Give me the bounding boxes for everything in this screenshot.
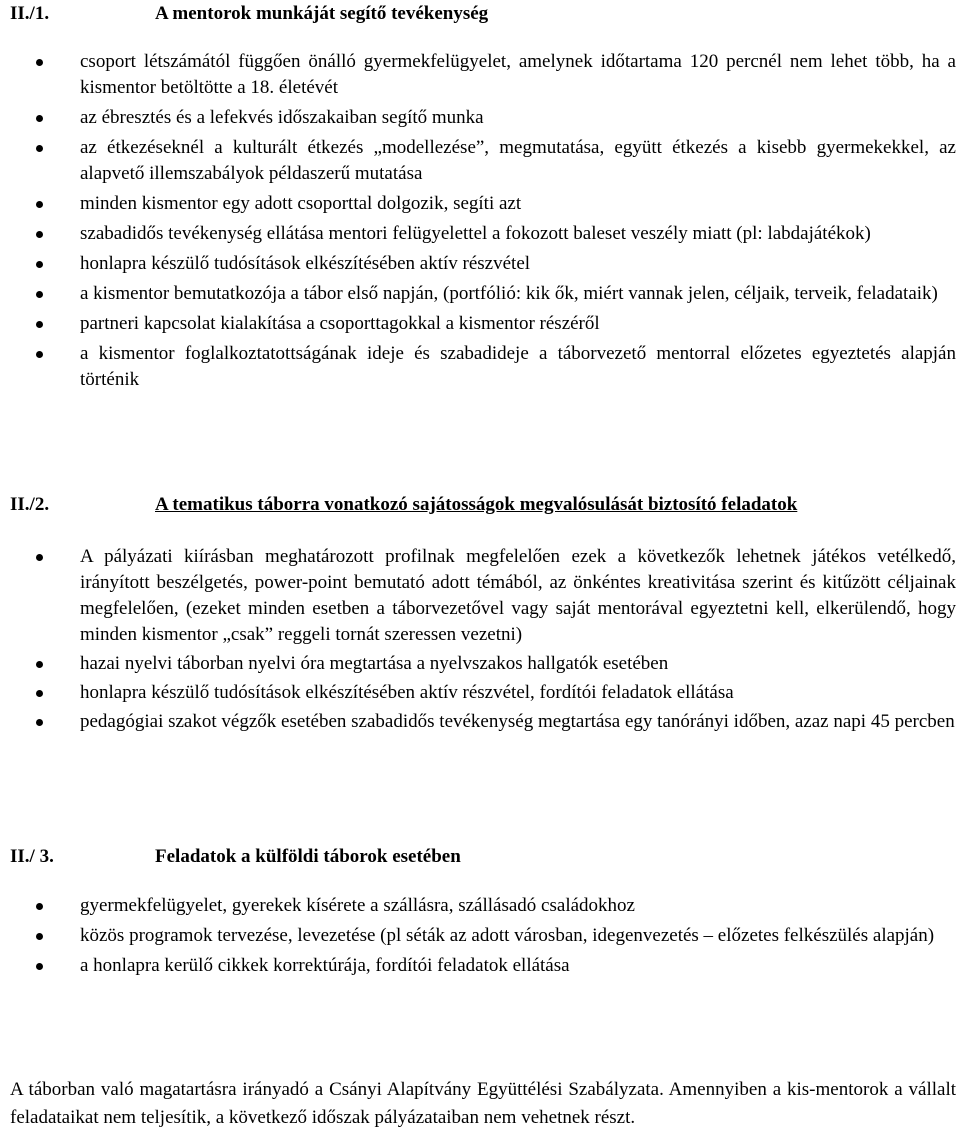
bullet-icon [36, 321, 43, 328]
bullet-icon [36, 554, 43, 561]
section-number: II./1. [10, 3, 50, 24]
section-title: Feladatok a külföldi táborok esetében [155, 846, 461, 867]
bullet-icon [36, 145, 43, 152]
section-number: II./2. [10, 494, 50, 515]
list-item [0, 49, 960, 101]
list-item-text: hazai nyelvi táborban nyelvi óra megtartása a nyelvszakos hallgatók esetében [80, 653, 669, 674]
section-title: A mentorok munkáját segítő tevékenység [155, 3, 489, 24]
list-item [0, 191, 960, 217]
closing-paragraph: A táborban való magatartásra irányadó a Csányi Alapítvány Együttélési Szabályzata. Amennyiben a kis-mentorok a vállalt feladataikat nem teljesítik, a következő időszak pályázataiban nem vehetnek részt. [10, 1079, 956, 1128]
section-heading [0, 844, 960, 870]
list-item-text: A pályázati kiírásban meghatározott profilnak megfelelően ezek a következők lehetnek játékos vetélkedő, irányított beszélgetés, power-point bemutató adott témából, az önkéntes kreativitása szerint és kitűzött céljainak megfelelően, (ezeket minden esetben a táborvezetővel vagy saját mentorával egyeztetni kell, elkerülendő, hogy minden kismentor „csak” reggeli tornát szeressen vezetni) [80, 546, 956, 645]
section-foreign-camps [0, 844, 960, 983]
bullet-icon [36, 351, 43, 358]
list-item-text: az ébresztés és a lefekvés időszakaiban segítő munka [80, 107, 484, 128]
section-mentor-support [0, 1, 960, 397]
list-item [0, 923, 960, 949]
bullet-icon [36, 115, 43, 122]
bullet-icon [36, 719, 43, 726]
list-item [0, 651, 960, 677]
list-item [0, 709, 960, 735]
list-item [0, 311, 960, 337]
bullet-list [0, 893, 960, 979]
bullet-icon [36, 261, 43, 268]
bullet-list [0, 49, 960, 393]
list-item-text: szabadidős tevékenység ellátása mentori felügyelettel a fokozott baleset veszély miatt (pl: labdajátékok) [80, 223, 871, 244]
list-item-text: közös programok tervezése, levezetése (pl séták az adott városban, idegenvezetés – előzetes felkészülés alapján) [80, 925, 935, 946]
list-item [0, 251, 960, 277]
list-item-text: gyermekfelügyelet, gyerekek kísérete a szállásra, szállásadó családokhoz [80, 895, 635, 916]
section-thematic-camp [0, 492, 960, 738]
bullet-icon [36, 690, 43, 697]
list-item-text: a kismentor bemutatkozója a tábor első napján, (portfólió: kik ők, miért vannak jelen, céljaik, terveik, feladataik) [80, 283, 938, 304]
section-heading [0, 492, 960, 518]
bullet-icon [36, 201, 43, 208]
section-heading [0, 1, 960, 27]
bullet-icon [36, 661, 43, 668]
list-item [0, 135, 960, 187]
bullet-icon [36, 231, 43, 238]
list-item-text: csoport létszámától függően önálló gyermekfelügyelet, amelynek időtartama 120 percnél nem lehet több, ha a kismentor betöltötte a 18. életévét [80, 51, 956, 98]
list-item [0, 221, 960, 247]
bullet-icon [36, 291, 43, 298]
list-item [0, 953, 960, 979]
list-item [0, 105, 960, 131]
list-item-text: a kismentor foglalkoztatottságának ideje és szabadideje a táborvezető mentorral előzetes egyeztetés alapján történik [80, 343, 956, 390]
list-item-text: honlapra készülő tudósítások elkészítésében aktív részvétel, fordítói feladatok ellátása [80, 682, 734, 703]
list-item-text: minden kismentor egy adott csoporttal dolgozik, segíti azt [80, 193, 522, 214]
list-item [0, 281, 960, 307]
bullet-icon [36, 933, 43, 940]
list-item [0, 544, 960, 648]
list-item-text: honlapra készülő tudósítások elkészítésében aktív részvétel [80, 253, 531, 274]
bullet-icon [36, 59, 43, 66]
section-number: II./ 3. [10, 846, 54, 867]
bullet-list [0, 544, 960, 735]
section-title: A tematikus táborra vonatkozó sajátosságok megvalósulását biztosító feladatok [155, 494, 798, 515]
list-item [0, 341, 960, 393]
list-item-text: az étkezéseknél a kulturált étkezés „modellezése”, megmutatása, együtt étkezés a kisebb gyermekekkel, az alapvető illemszabályok példaszerű mutatása [80, 137, 956, 184]
list-item [0, 893, 960, 919]
list-item-text: partneri kapcsolat kialakítása a csoporttagokkal a kismentor részéről [80, 313, 600, 334]
bullet-icon [36, 903, 43, 910]
list-item-text: a honlapra kerülő cikkek korrektúrája, fordítói feladatok ellátása [80, 955, 570, 976]
list-item-text: pedagógiai szakot végzők esetében szabadidős tevékenység megtartása egy tanórányi időben, azaz napi 45 percben [80, 711, 955, 732]
list-item [0, 680, 960, 706]
bullet-icon [36, 963, 43, 970]
